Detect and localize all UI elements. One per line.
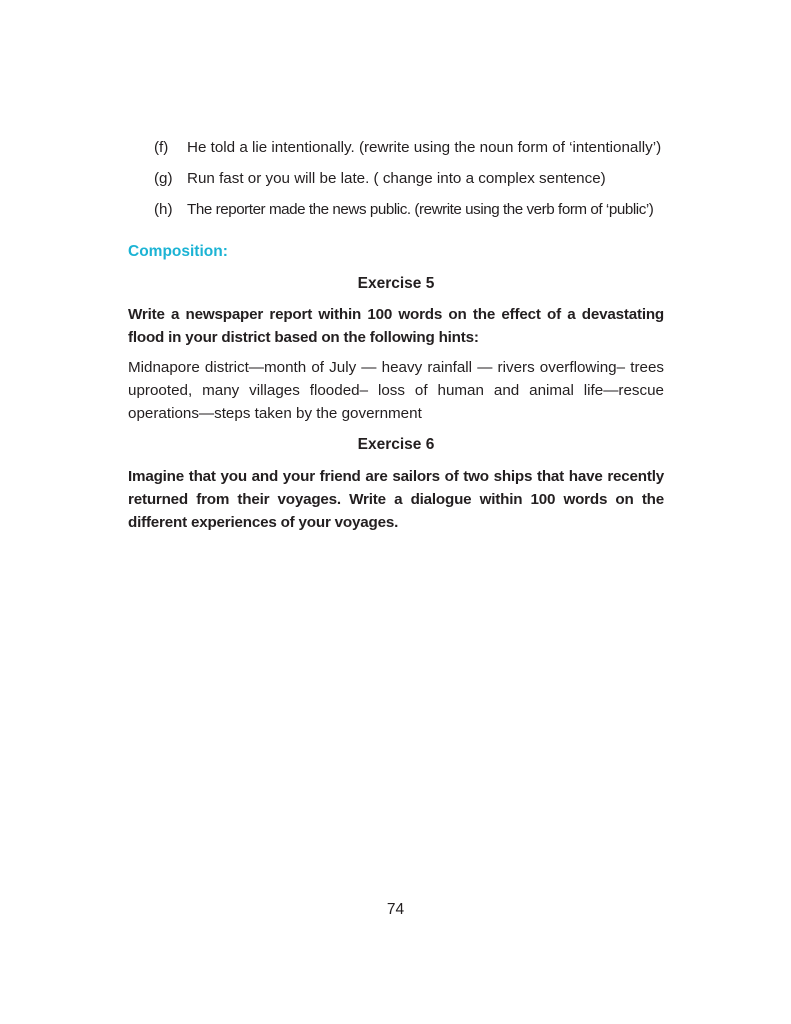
exercise-5-title: Exercise 5 (357, 275, 435, 292)
exercise-5-prompt: Write a newspaper report within 100 words on the effect of a devastating flood in your district based on the following hints: (128, 306, 664, 346)
question-item-h (154, 200, 674, 220)
question-text: Run fast or you will be late. ( change into a complex sentence) (187, 170, 606, 187)
question-letter: (h) (154, 201, 173, 218)
question-list (154, 138, 674, 231)
question-item-g (154, 169, 674, 189)
page-number: 74 (386, 901, 405, 918)
question-letter: (f) (154, 139, 169, 156)
exercise-5-hints: Midnapore district—month of July — heavy rainfall — rivers overflowing– trees uprooted, many villages flooded– loss of human and animal life—rescue operations—steps taken by the government (128, 359, 664, 422)
composition-heading: Composition: (128, 243, 228, 260)
question-text: The reporter made the news public. (rewrite using the verb form of ‘public’) (187, 201, 654, 218)
question-text: He told a lie intentionally. (rewrite using the noun form of ‘intentionally’) (187, 139, 662, 156)
question-item-f (154, 138, 674, 158)
exercise-6-title: Exercise 6 (357, 436, 435, 453)
question-letter: (g) (154, 170, 173, 187)
exercise-6-prompt: Imagine that you and your friend are sailors of two ships that have recently returned from their voyages. Write a dialogue within 100 words on the different experiences of your voyages. (128, 468, 664, 531)
